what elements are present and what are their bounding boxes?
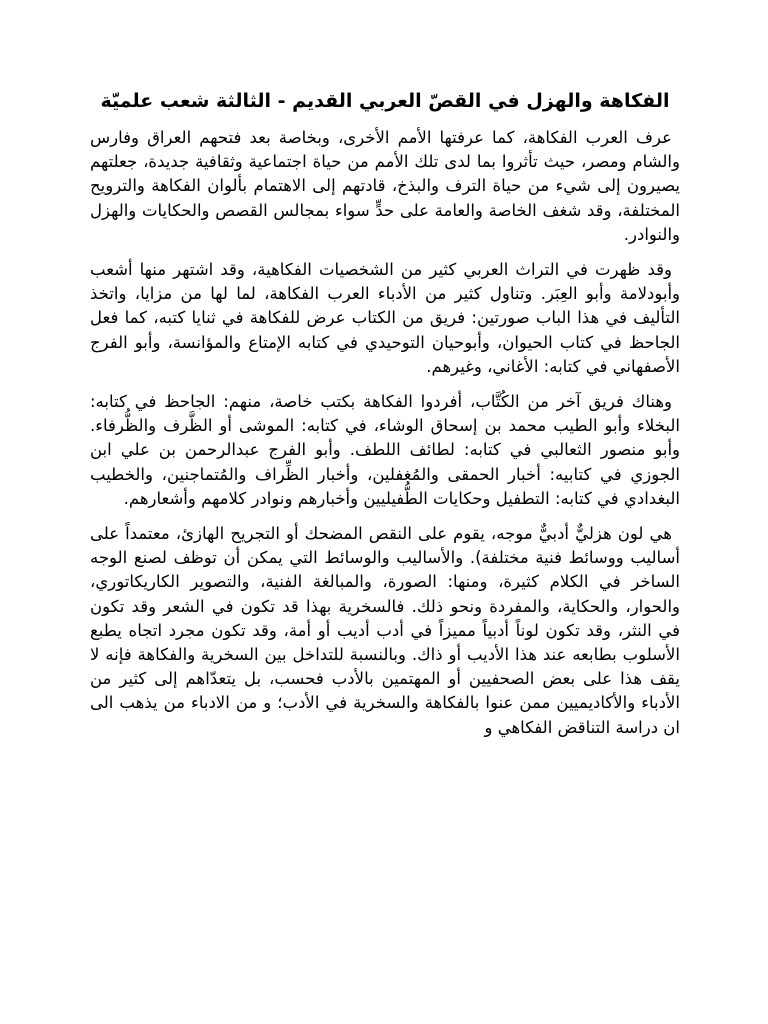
document-title: الفكاهة والهزل في القصّ العربي القديم - الثالثة شعب علميّة bbox=[100, 90, 670, 112]
paragraph-3: وهناك فريق آخر من الكُتَّاب، أفردوا الفكاهة بكتب خاصة، منهم: الجاحظ في كتابه: البخلاء وأبو الطيب محمد بن إسحاق الوشاء، في كتابه: الموشى أو الظَّرف والظُّرفاء. وأبو منصور الثعالبي في كتابه: لطائف اللطف. وأبو الفرج عبدالرحمن بن علي ابن الجوزي في كتابيه: أخبار الحمقى والمُغفلين، وأخبار الظِّراف والمُتماجنين، والخطيب البغدادي في كتابه: التطفيل وحكايات الطُّفيليين وأخبارهم ونوادر كلامهم وأشعارهم. bbox=[90, 392, 680, 508]
paragraph-2: وقد ظهرت في التراث العربي كثير من الشخصيات الفكاهية، وقد اشتهر منها أشعب وأبودلامة وأبو العِبَر. وتناول كثير من الأدباء العرب الفكاهة، لما لها من مزايا، واتخذ التأليف في هذا الباب صورتين: فريق من الكتاب عرض للفكاهة في ثنايا كتبه، كما فعل الجاحظ في كتاب الحيوان، وأبوحيان التوحيدي في كتابه الإمتاع والمؤانسة، وأبو الفرج الأصفهاني في كتابه: الأغاني، وغيرهم. bbox=[90, 260, 680, 376]
paragraph-4: هي لون هزليٌّ أدبيٌّ موجه، يقوم على النقص المضحك أو التجريح الهازئ، معتمداً على أساليب ووسائط فنية مختلفة). والأساليب والوسائط التي يمكن أن توظف لصنع الوجه الساخر في الكلام كثيرة، ومنها: الصورة، والمبالغة الفنية، والتصوير الكاريكاتوري، والحوار، والحكاية، والمفردة ونحو ذلك. فالسخرية بهذا قد تكون في الشعر وقد تكون في النثر، وقد تكون لوناً أدبياً مميزاً في أدب أديب أو أمة، وقد تكون مجرد اتجاه يطبع الأسلوب بطابعه عند هذا الأديب أو ذاك. وبالنسبة للتداخل بين السخرية والفكاهة فإنه لا يقف هذا على بعض الصحفيين أو المهتمين بالأدب فحسب، بل يتعدّاهم إلى كثير من الأدباء والأكاديميين ممن عنوا بالفكاهة والسخرية في الأدب؛ و من الادباء من يذهب الى ان دراسة التناقض الفكاهي و bbox=[90, 524, 680, 737]
document-page bbox=[90, 88, 680, 751]
paragraph-1: عرف العرب الفكاهة، كما عرفتها الأمم الأخرى، وبخاصة بعد فتحهم العراق وفارس والشام ومصر، حيث تأثروا بما لدى تلك الأمم من حياة اجتماعية وثقافية جديدة، جعلتهم يصيرون إلى شيء من حياة الترف والبذخ، قادتهم إلى الاهتمام بألوان الفكاهة والترويح المختلفة، وقد شغف الخاصة والعامة على حدٍّ سواء بمجالس القصص والحكايات والهزل والنوادر. bbox=[90, 128, 680, 244]
